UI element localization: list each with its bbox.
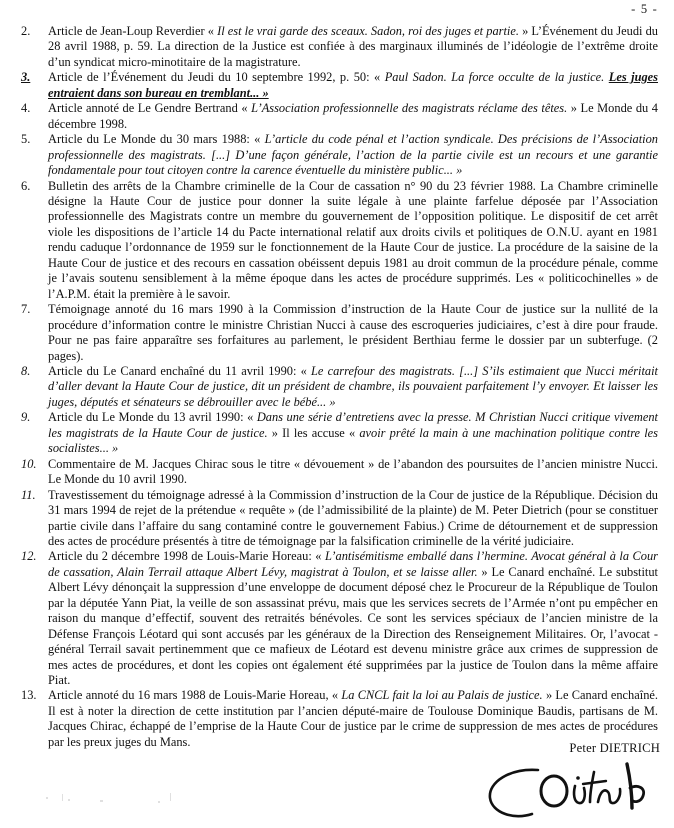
entry-text: [48, 24, 658, 70]
page-number: - 5 -: [631, 2, 658, 16]
document-entry: [17, 101, 658, 132]
entry-number: 9.: [21, 410, 31, 425]
text-run: Bulletin des arrêts de la Chambre criminelle de la Cour de cassation n° 90 du 23 février 1988. La Chambre criminelle désigne la Haute Cour de justice pour donner la suite légale à une plainte farfelue déposée par l’Association professionnelle des Magistrats contre un membre du gouvernement de l’opposition politique. Le dispositif de cet arrêt viole les dispositions de l’article 14 du Pacte international relatif aux droits civils et politiques de O.N.U. ayant en 1981 rendu caduque l’ordonnance de 1959 sur le fonctionnement de la Haute Cour de justice. La procédure de la saisine de la Haute Cour de justice et des recours en cassation obéissent depuis 1981 au droit commun de la procédure pénale, comme je l’avais soutenu sensiblement à la même époque dans les actes de procédure supprimés. Les « politicochinelles » de l’A.P.M. était la première à le savoir.: [48, 178, 658, 301]
handwritten-signature-icon: [480, 758, 656, 820]
signature-block: [440, 741, 660, 820]
entry-number: 10.: [21, 456, 37, 471]
text-run: » Le Canard enchaîné. Il est à noter la direction de cette institution par l’ancien député-maire de Toulouse Dominique Baudis, partisans de M. Jacques Chirac, échappé de l’emprise de la Haute Cour de justice par le crime de suppression de mes actes de procédures par les preux juges du Mans.: [48, 688, 658, 749]
text-run: Article du 2 décembre 1998 de Louis-Marie Horeau: «: [48, 549, 325, 564]
entry-text: [48, 364, 658, 410]
text-run: L’Association professionnelle des magistrats réclame des têtes.: [251, 101, 568, 116]
text-run: Commentaire de M. Jacques Chirac sous le titre « dévouement » de l’abandon des poursuites de l’ancien ministre Nucci. Le Monde du 10 avril 1990.: [48, 456, 658, 487]
entry-text: [48, 101, 658, 132]
document-entry: [17, 549, 658, 688]
entry-text: [48, 488, 658, 550]
text-run: Article de Jean-Loup Reverdier «: [48, 24, 218, 38]
text-run: Il est le vrai garde des sceaux. Sadon, roi des juges et partie.: [217, 24, 519, 38]
signature-name: Peter DIETRICH: [569, 741, 660, 755]
entry-number: 7.: [21, 302, 31, 317]
document-body: [17, 24, 658, 750]
entry-text: [48, 302, 658, 364]
text-run: L’article du code pénal et l’action syndicale. Des précisions de l’Association professionnelle des magistrats. [...] D’une façon générale, l’action de la partie civile est un recours et une garantie fondamentale pour tout citoyen contre la carence éventuelle du ministère public... »: [48, 132, 658, 178]
document-entry: [17, 70, 658, 101]
text-run: Le carrefour des magistrats. [...] S’ils estimaient que Nucci méritait d’aller devant la Haute Cour de justice, dit un président de chambre, ils pouvaient parfaitement l’y envoyer. Et laisser les juges, députés et sénateurs se débrouiller avec le bébé... »: [48, 363, 659, 409]
scan-artifacts: [40, 790, 210, 810]
entry-number: 8.: [21, 363, 31, 378]
document-entry: [17, 179, 658, 303]
text-run: » Le Canard enchaîné. Le substitut Albert Lévy dénonçait la suppression d’une enveloppe de document déposé chez le Procureur de la République de Toulon par la députée Yann Piat, la veille de son assassinat prévu, mais que les services secrets de l’Armée n’ont pu empêcher en raison du manque d’effectif, souvent des retraités bénévoles. Ce sont les services spéciaux de l’ancien ministre de la Défense François Léotard qui sont accusés par les généraux de la Direction des Renseignement Militaires. Or, l’avocat - général Terrail savait pertinemment que ce mafieux de Léotard est devenu ministre grâce aux crimes de suppression de mes actes de procédures, et dont les copies ont également été supprimées par la justice de Toulon dans la même affaire Piat.: [48, 564, 658, 688]
entry-number: 13.: [21, 688, 37, 703]
document-entry: [17, 457, 658, 488]
text-run: L’antisémitisme emballé dans l’hermine. Avocat général à la Cour de cassation, Alain Terrail attaque Albert Lévy, magistrat à Toulon, et se laisse aller.: [48, 549, 658, 579]
entry-text: [48, 70, 658, 101]
text-run: Article du Le Monde du 30 mars 1988: «: [48, 132, 265, 147]
text-run: Article annoté du 16 mars 1988 de Louis-Marie Horeau, «: [48, 688, 342, 703]
text-run: Article de l’Événement du Jeudi du 10 septembre 1992, p. 50: «: [48, 70, 385, 85]
entry-text: [48, 549, 658, 688]
document-entry: [17, 132, 658, 178]
entry-text: [48, 179, 658, 303]
entry-text: [48, 132, 658, 178]
text-run: Dans une série d’entretiens avec la presse. M Christian Nucci critique vivement les magistrats de la Haute Cour de justice.: [48, 410, 658, 440]
entry-number: 6.: [21, 178, 31, 193]
document-entry: [17, 302, 658, 364]
text-run: avoir prêté la main à une machination politique contre les socialistes... »: [48, 425, 658, 456]
entry-number: 3.: [21, 70, 31, 85]
text-run: Travestissement du témoignage adressé à la Commission d’instruction de la Cour de justice de la République. Décision du 31 mars 1994 de rejet de la prétendue « requête » (de l’admissibilité de la plainte) de M. Peter Dietrich (pour se constituer partie civile dans l’affaire du sang contaminé contre le gouvernement Fabius.) Crime de détournement et de suppression des actes de procédure présentés à titre de témoignage par la falsification criminelle de la vérité judiciaire.: [48, 487, 658, 548]
entry-number: 12.: [21, 549, 37, 564]
document-entry: [17, 488, 658, 550]
document-entry: [17, 410, 658, 456]
entry-number: 2.: [21, 24, 31, 38]
text-run: » L’Événement du Jeudi du 28 avril 1988, p. 59. La direction de la Justice est confiée à des marginaux illuminés de l’idéologie de l’extrême droite d’un syndicat micro-minotitaire de la magistrature.: [48, 24, 658, 69]
text-run: Article du Le Monde du 13 avril 1990: «: [48, 410, 257, 425]
text-run: La CNCL fait la loi au Palais de justice.: [341, 688, 543, 703]
text-run: Paul Sadon. La force occulte de la justice.: [384, 70, 609, 85]
entry-text: [48, 457, 658, 488]
text-run: Article du Le Canard enchaîné du 11 avril 1990: «: [48, 363, 312, 378]
entry-number: 4.: [21, 101, 31, 116]
text-run: Article annoté de Le Gendre Bertrand «: [48, 101, 252, 116]
document-entry: [17, 364, 658, 410]
entry-number: 5.: [21, 132, 31, 147]
text-run: » Le Monde du 4 décembre 1998.: [48, 101, 658, 131]
entry-number: 11.: [21, 487, 36, 502]
text-run: Témoignage annoté du 16 mars 1990 à la Commission d’instruction de la Haute Cour de justice sur la nullité de la procédure d’information contre le ministre Christian Nucci à cause des escroqueries judiciaires, c’est à dire pour fraude. Pour ne pas faire apparaître ses forfaitures au parlement, le président Berthiau ferme le dossier par un subterfuge. (2 pages).: [48, 302, 658, 363]
text-run: Les juges entraient dans son bureau en tremblant... »: [48, 70, 658, 100]
entry-text: [48, 410, 658, 456]
text-run: » Il les accuse «: [267, 425, 360, 440]
document-entry: [17, 24, 658, 70]
